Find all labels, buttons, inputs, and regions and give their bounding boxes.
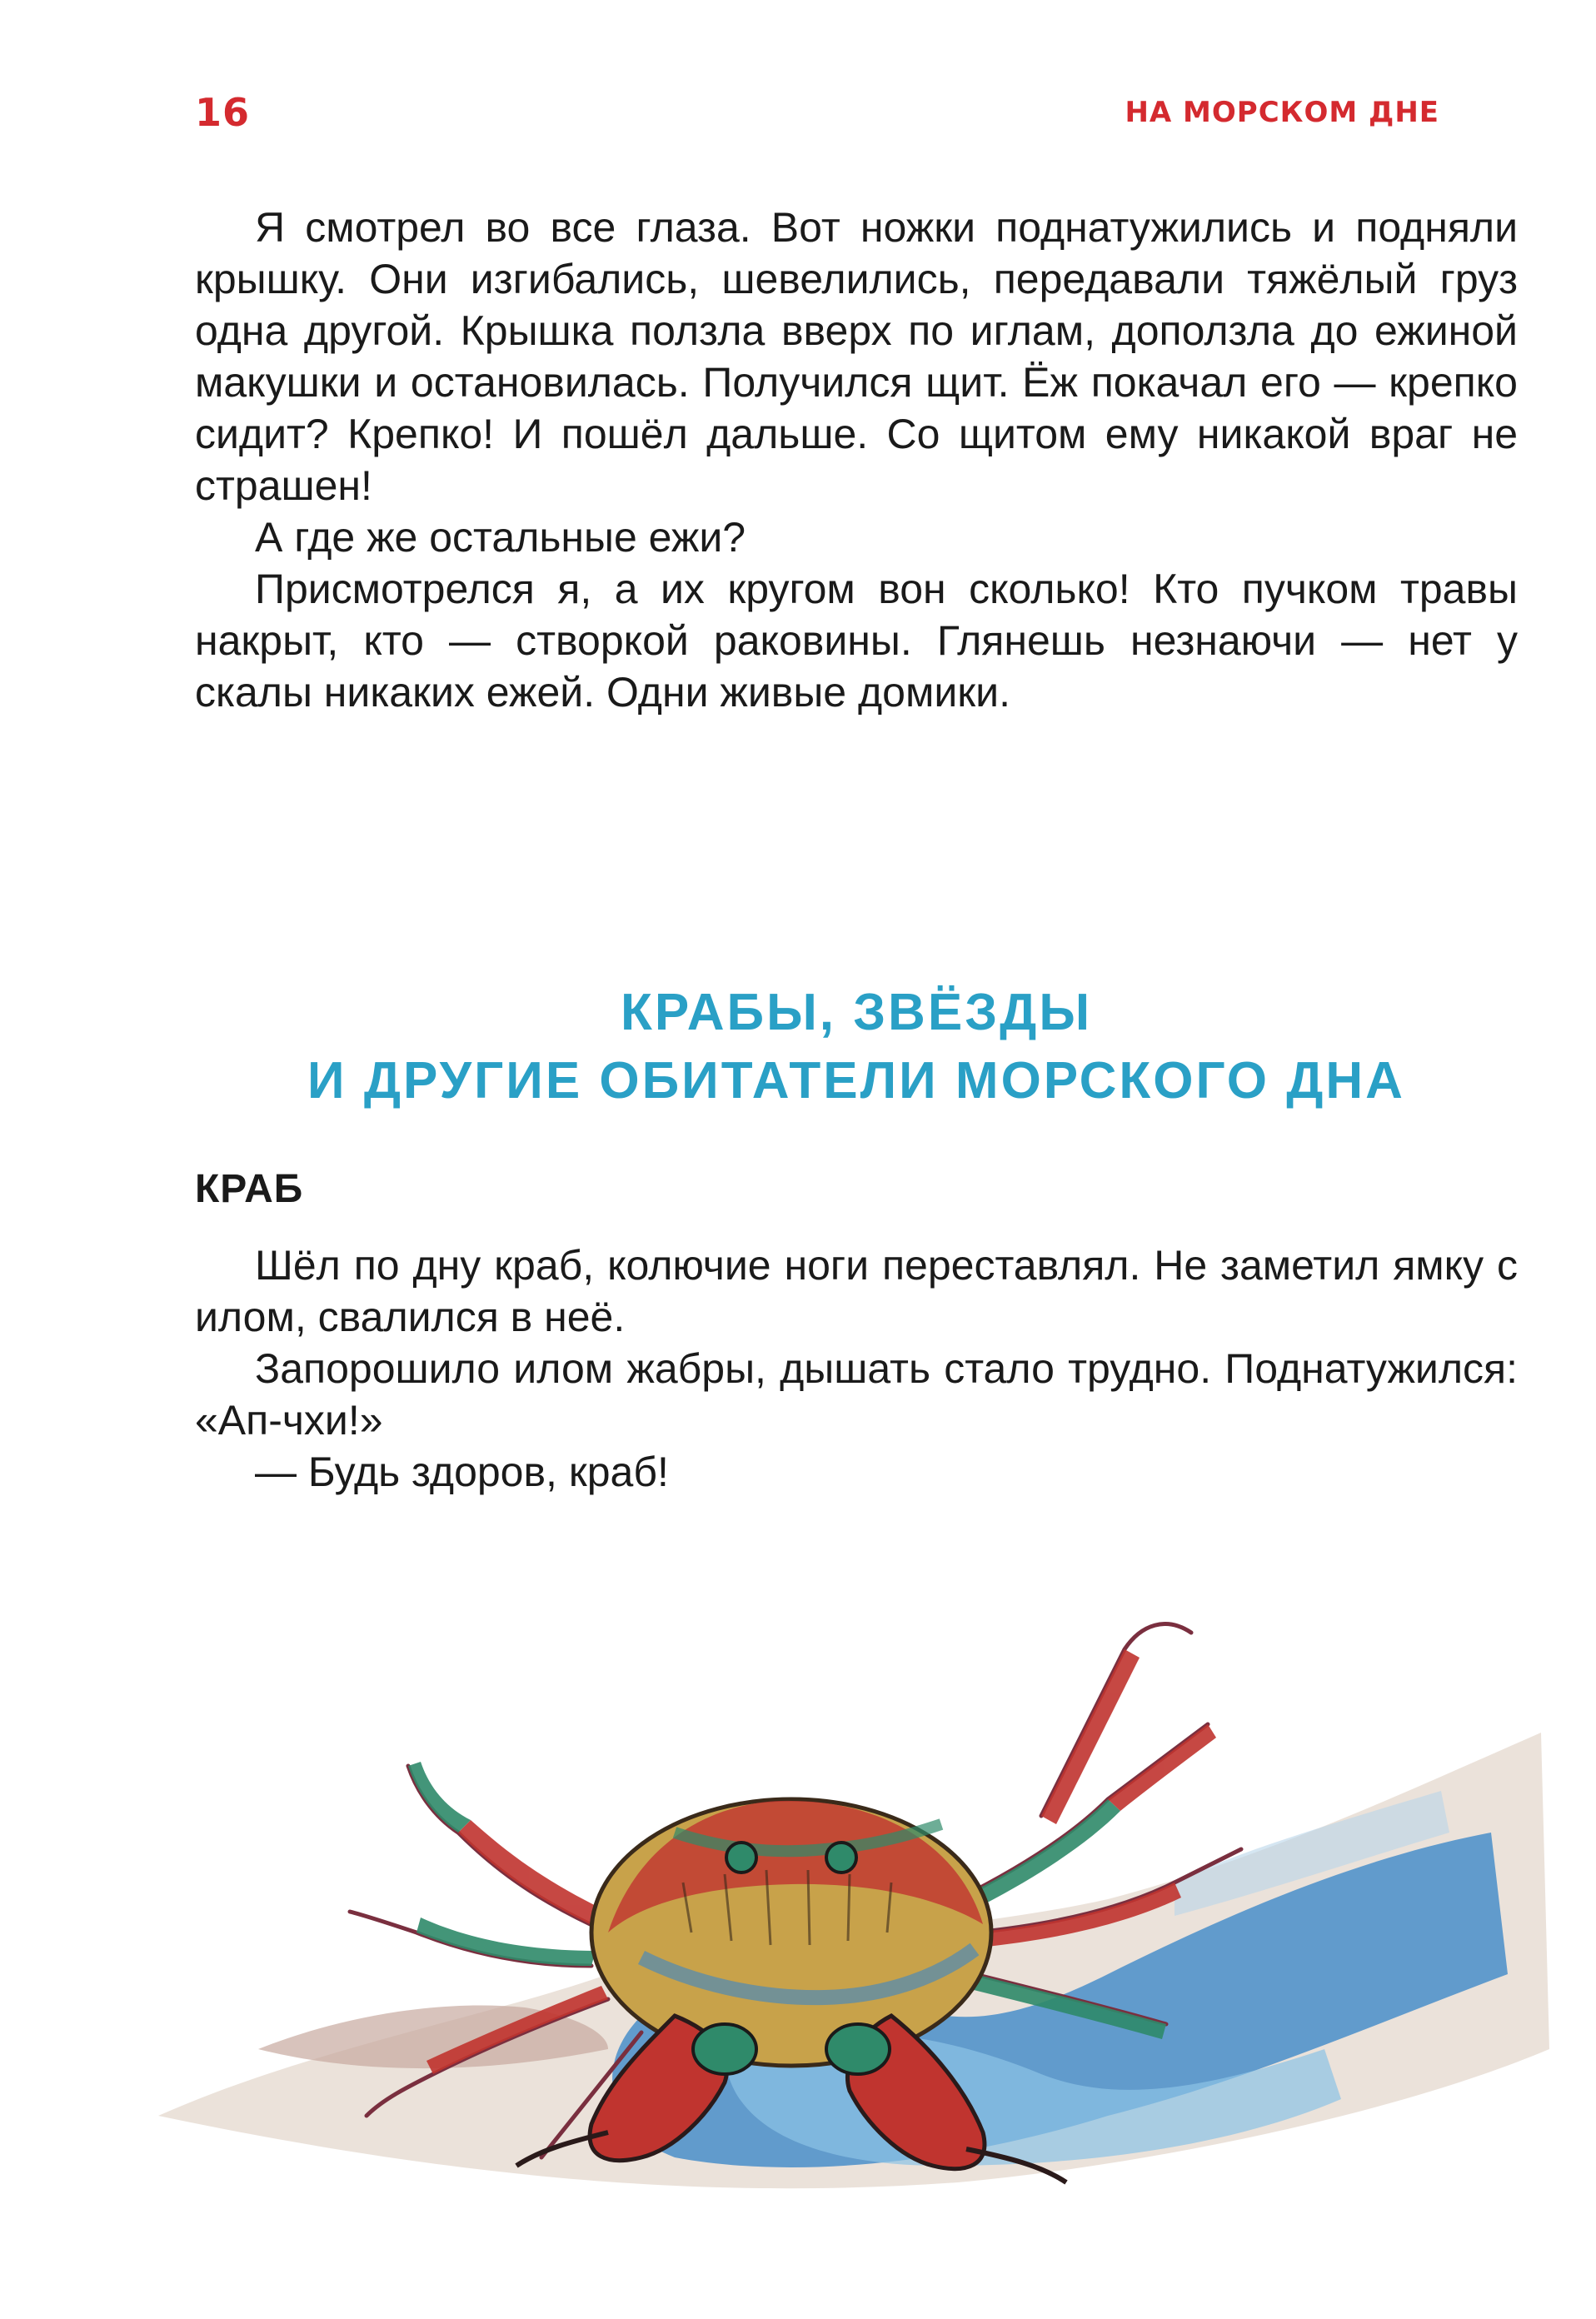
- paragraph: — Будь здоров, краб!: [255, 1449, 669, 1495]
- story-heading: КРАБ: [195, 1167, 304, 1211]
- section-title: [195, 979, 1518, 1115]
- paragraph: Запорошило илом жабры, дышать стало трудно. Поднатужился: «Ап-чхи!»: [195, 1345, 1518, 1444]
- running-head: НА МОРСКОМ ДНЕ: [1125, 96, 1439, 129]
- story-text: [195, 1239, 1518, 1498]
- paragraph: Шёл по дну краб, колючие ноги переставлял. Не заметил ямку с илом, свалился в неё.: [195, 1242, 1518, 1340]
- section-title-line: КРАБЫ, ЗВЁЗДЫ: [620, 984, 1093, 1041]
- paragraph: А где же остальные ежи?: [255, 514, 746, 561]
- crab-body: [591, 1799, 991, 2066]
- paragraph: Присмотрелся я, а их кругом вон сколько! Кто пучком травы накрыт, кто — створкой раковины. Глянешь незнаючи — нет у скалы никаких ежей. Одни живые домики.: [195, 566, 1518, 716]
- page-number: 16: [195, 90, 251, 135]
- paragraph: Я смотрел во все глаза. Вот ножки поднатужились и подняли крышку. Они изгибались, шевелились, передавали тяжёлый груз одна другой. Крышка ползла вверх по иглам, доползла до ежиной макушки и остановилась. Получился щит. Ёж покачал его — крепко сидит? Крепко! И пошёл дальше. Со щитом ему никакой враг не страшен!: [195, 204, 1518, 509]
- intro-text: [195, 202, 1518, 718]
- section-title-line: И ДРУГИЕ ОБИТАТЕЛИ МОРСКОГО ДНА: [307, 1052, 1405, 1110]
- page-header: [195, 83, 1516, 142]
- crab-illustration: [142, 1583, 1558, 2249]
